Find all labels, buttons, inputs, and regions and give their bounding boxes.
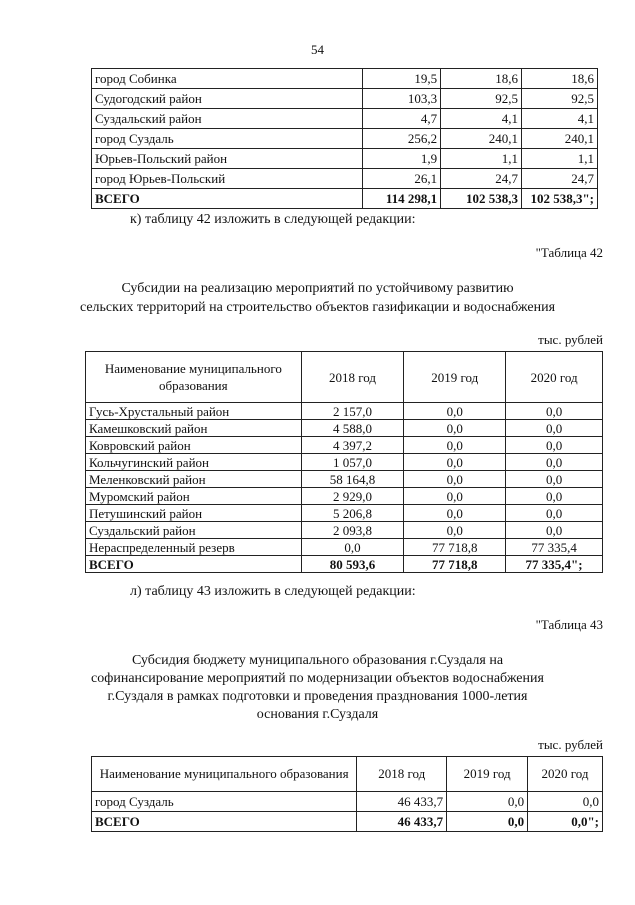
cell-name: город Юрьев-Польский	[92, 169, 363, 189]
table-row	[86, 420, 603, 437]
table42-label: "Таблица 42	[535, 245, 603, 260]
header-name: Наименование муниципального образования	[92, 757, 357, 792]
cell-2020: 77 335,4	[506, 539, 603, 556]
cell-2018: 46 433,7	[357, 792, 447, 812]
table43-header-row	[92, 757, 603, 792]
cell-2018: 26,1	[363, 169, 441, 189]
cell-2020: 1,1	[522, 149, 598, 169]
header-2018: 2018 год	[357, 757, 447, 792]
table-row	[86, 539, 603, 556]
cell-2019: 0,0	[404, 420, 506, 437]
cell-name: Суздальский район	[86, 522, 302, 539]
page-number: 54	[311, 42, 324, 57]
table-row	[86, 488, 603, 505]
cell-2020: 0,0	[506, 522, 603, 539]
cell-2019: 92,5	[441, 89, 522, 109]
cell-name: Меленковский район	[86, 471, 302, 488]
total-2020: 102 538,3";	[522, 189, 598, 209]
table43-unit: тыс. рублей	[538, 737, 603, 752]
table-prev-total-row	[92, 189, 598, 209]
total-2020: 0,0";	[528, 812, 603, 832]
cell-name: Судогодский район	[92, 89, 363, 109]
cell-2019: 4,1	[441, 109, 522, 129]
table-row	[86, 454, 603, 471]
cell-2018: 4,7	[363, 109, 441, 129]
cell-2018: 58 164,8	[301, 471, 404, 488]
cell-2020: 0,0	[506, 403, 603, 420]
cell-name: Петушинский район	[86, 505, 302, 522]
table42-unit: тыс. рублей	[538, 332, 603, 347]
cell-2018: 1,9	[363, 149, 441, 169]
table43-title-line1: Субсидия бюджету муниципального образования г.Суздаля на	[131, 653, 504, 668]
total-2020: 77 335,4";	[506, 556, 603, 573]
cell-name: город Собинка	[92, 69, 363, 89]
table-row	[86, 471, 603, 488]
cell-2019: 24,7	[441, 169, 522, 189]
cell-2020: 0,0	[528, 792, 603, 812]
cell-2018: 2 929,0	[301, 488, 404, 505]
table-prev-body	[92, 69, 598, 189]
table-row	[92, 792, 603, 812]
cell-2019: 0,0	[404, 471, 506, 488]
cell-2018: 2 157,0	[301, 403, 404, 420]
header-name: Наименование муниципального образования	[86, 352, 302, 403]
table-row	[86, 522, 603, 539]
cell-2018: 4 588,0	[301, 420, 404, 437]
table-prev-continuation	[91, 68, 598, 209]
cell-2019: 0,0	[404, 522, 506, 539]
table43-label: "Таблица 43	[535, 617, 603, 632]
table43-title-line2: софинансирование мероприятий по модернизации объектов водоснабжения	[91, 671, 544, 686]
cell-name: город Суздаль	[92, 129, 363, 149]
table43-total-row	[92, 812, 603, 832]
table42-title-line1: Субсидии на реализацию мероприятий по устойчивому развитию	[121, 281, 514, 296]
cell-name: Юрьев-Польский район	[92, 149, 363, 169]
cell-2020: 0,0	[506, 471, 603, 488]
cell-2020: 92,5	[522, 89, 598, 109]
cell-name: Гусь-Хрустальный район	[86, 403, 302, 420]
cell-2020: 0,0	[506, 420, 603, 437]
cell-name: Суздальский район	[92, 109, 363, 129]
table-row	[86, 505, 603, 522]
table-row	[92, 129, 598, 149]
cell-name: Кольчугинский район	[86, 454, 302, 471]
cell-2020: 24,7	[522, 169, 598, 189]
table42-header-row	[86, 352, 603, 403]
table43-title-line3: г.Суздаля в рамках подготовки и проведения празднования 1000-летия	[107, 689, 528, 704]
cell-2019: 0,0	[447, 792, 528, 812]
table-row	[92, 109, 598, 129]
cell-2018: 0,0	[301, 539, 404, 556]
cell-2019: 0,0	[404, 505, 506, 522]
cell-name: Камешковский район	[86, 420, 302, 437]
cell-name: Нераспределенный резерв	[86, 539, 302, 556]
table42-body	[86, 403, 603, 556]
table-row	[92, 169, 598, 189]
cell-2018: 5 206,8	[301, 505, 404, 522]
total-2018: 80 593,6	[301, 556, 404, 573]
cell-2018: 2 093,8	[301, 522, 404, 539]
table43-body	[92, 792, 603, 812]
cell-2019: 0,0	[404, 454, 506, 471]
paragraph-k: к) таблицу 42 изложить в следующей редакции:	[130, 212, 416, 227]
cell-2019: 77 718,8	[404, 539, 506, 556]
total-2018: 114 298,1	[363, 189, 441, 209]
table42-total-row	[86, 556, 603, 573]
cell-name: Муромский район	[86, 488, 302, 505]
table-row	[86, 437, 603, 454]
paragraph-l: л) таблицу 43 изложить в следующей редакции:	[130, 584, 416, 599]
cell-2020: 0,0	[506, 505, 603, 522]
header-2020: 2020 год	[528, 757, 603, 792]
total-2019: 0,0	[447, 812, 528, 832]
header-2018: 2018 год	[301, 352, 404, 403]
table-row	[92, 149, 598, 169]
cell-2019: 0,0	[404, 488, 506, 505]
table-row	[86, 403, 603, 420]
cell-2019: 0,0	[404, 437, 506, 454]
cell-name: город Суздаль	[92, 792, 357, 812]
cell-2019: 240,1	[441, 129, 522, 149]
cell-2018: 103,3	[363, 89, 441, 109]
header-2019: 2019 год	[447, 757, 528, 792]
cell-name: Ковровский район	[86, 437, 302, 454]
total-2019: 102 538,3	[441, 189, 522, 209]
cell-2019: 18,6	[441, 69, 522, 89]
header-2019: 2019 год	[404, 352, 506, 403]
total-label: ВСЕГО	[92, 189, 363, 209]
cell-2020: 0,0	[506, 488, 603, 505]
cell-2020: 18,6	[522, 69, 598, 89]
table42	[85, 351, 603, 573]
cell-2020: 240,1	[522, 129, 598, 149]
cell-2019: 1,1	[441, 149, 522, 169]
table-row	[92, 69, 598, 89]
cell-2018: 19,5	[363, 69, 441, 89]
total-label: ВСЕГО	[92, 812, 357, 832]
cell-2020: 0,0	[506, 437, 603, 454]
table43	[91, 756, 603, 832]
total-label: ВСЕГО	[86, 556, 302, 573]
cell-2019: 0,0	[404, 403, 506, 420]
header-2020: 2020 год	[506, 352, 603, 403]
cell-2018: 256,2	[363, 129, 441, 149]
total-2019: 77 718,8	[404, 556, 506, 573]
cell-2018: 4 397,2	[301, 437, 404, 454]
table42-title-line2: сельских территорий на строительство объектов газификации и водоснабжения	[79, 300, 556, 315]
cell-2018: 1 057,0	[301, 454, 404, 471]
cell-2020: 4,1	[522, 109, 598, 129]
cell-2020: 0,0	[506, 454, 603, 471]
table43-title-line4: основания г.Суздаля	[256, 707, 379, 722]
total-2018: 46 433,7	[357, 812, 447, 832]
table-row	[92, 89, 598, 109]
